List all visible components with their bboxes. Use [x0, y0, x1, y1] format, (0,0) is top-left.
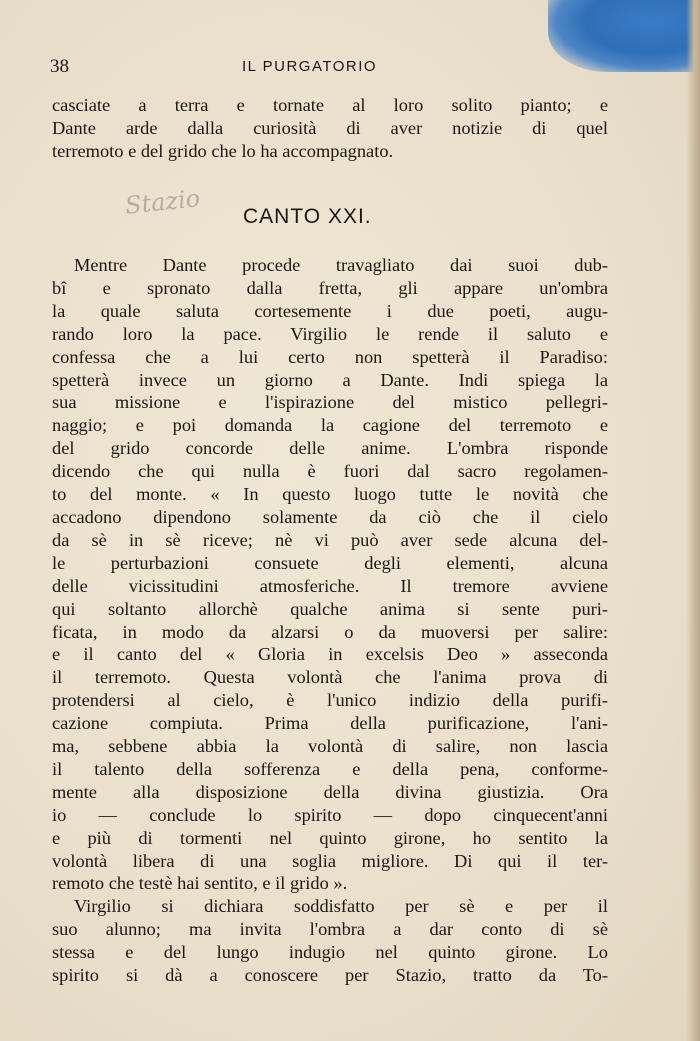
canto-summary: [52, 254, 608, 987]
text-line: mente alla disposizione della divina giustizia. Ora: [52, 781, 608, 802]
text-line: e il canto del « Gloria in excelsis Deo » asseconda: [52, 644, 608, 665]
text-line: protendersi al cielo, è l'unico indizio della purifi-: [52, 690, 608, 711]
paragraph-2: [52, 895, 608, 987]
page-edge-shadow: [686, 0, 700, 1041]
text-line: dicendo che qui nulla è fuori dal sacro regolamen-: [52, 461, 608, 482]
text-line: terremoto e del grido che lo ha accompagnato.: [52, 140, 394, 161]
intro-paragraph: [52, 94, 608, 163]
text-line: to del monte. « In questo luogo tutte le novità che: [52, 484, 608, 505]
canto-heading: CANTO XXI.: [243, 205, 372, 228]
text-line: qui soltanto allorchè qualche anima si sente puri-: [52, 598, 608, 619]
text-line: spetterà invece un giorno a Dante. Indi spiega la: [52, 369, 608, 390]
text-line: delle vicissitudini atmosferiche. Il tremore avviene: [52, 575, 608, 596]
text-line: ficata, in modo da alzarsi o da muoversi per salire:: [52, 621, 608, 642]
text-line: suo alunno; ma invita l'ombra a dar conto di sè: [52, 919, 608, 940]
text-line: e più di tormenti nel quinto girone, ho sentito la: [52, 827, 608, 848]
text-line: il terremoto. Questa volontà che l'anima prova di: [52, 667, 608, 688]
text-line: casciate a terra e tornate al loro solito pianto; e: [52, 95, 608, 115]
text-line: stessa e del lungo indugio nel quinto girone. Lo: [52, 942, 608, 963]
paragraph-1: [52, 254, 608, 895]
page-number: 38: [50, 56, 69, 77]
text-line: le perturbazioni consuete degli elementi, alcuna: [52, 552, 608, 573]
text-line: da sè in sè riceve; nè vi può aver sede alcuna del-: [52, 529, 608, 550]
text-line: cazione compiuta. Prima della purificazione, l'ani-: [52, 713, 608, 734]
text-line: Mentre Dante procede travagliato dai suoi dub-: [74, 255, 608, 275]
text-line: remoto che testè hai sentito, e il grido ».: [52, 873, 348, 894]
text-line: spirito si dà a conoscere per Stazio, tratto da To-: [52, 965, 608, 986]
text-line: Virgilio si dichiara soddisfatto per sè e per il: [74, 896, 608, 917]
text-line: io — conclude lo spirito — dopo cinquecent'anni: [52, 804, 608, 825]
text-line: Dante arde dalla curiosità di aver notizie di quel: [52, 117, 608, 138]
running-title: IL PURGATORIO: [242, 58, 378, 75]
text-line: confessa che a lui certo non spetterà il Paradiso:: [52, 346, 608, 367]
text-line: ma, sebbene abbia la volontà di salire, non lascia: [52, 736, 608, 757]
text-line: rando loro la pace. Virgilio le rende il saluto e: [52, 323, 608, 344]
text-line: bî e spronato dalla fretta, gli appare un'ombra: [52, 277, 608, 298]
text-line: del grido concorde delle anime. L'ombra risponde: [52, 438, 608, 459]
pencil-annotation: Stazio: [123, 184, 202, 220]
text-line: la quale saluta cortesemente i due poeti, augu-: [52, 300, 608, 321]
text-line: naggio; e poi domanda la cagione del terremoto e: [52, 415, 608, 436]
text-line: accadono dipendono solamente da ciò che il cielo: [52, 506, 608, 527]
text-line: sua missione e l'ispirazione del mistico pellegri-: [52, 392, 608, 413]
text-line: il talento della sofferenza e della pena, conforme-: [52, 758, 608, 779]
page-header: [50, 56, 610, 82]
text-line: volontà libera di una soglia migliore. Di qui il ter-: [52, 850, 608, 871]
